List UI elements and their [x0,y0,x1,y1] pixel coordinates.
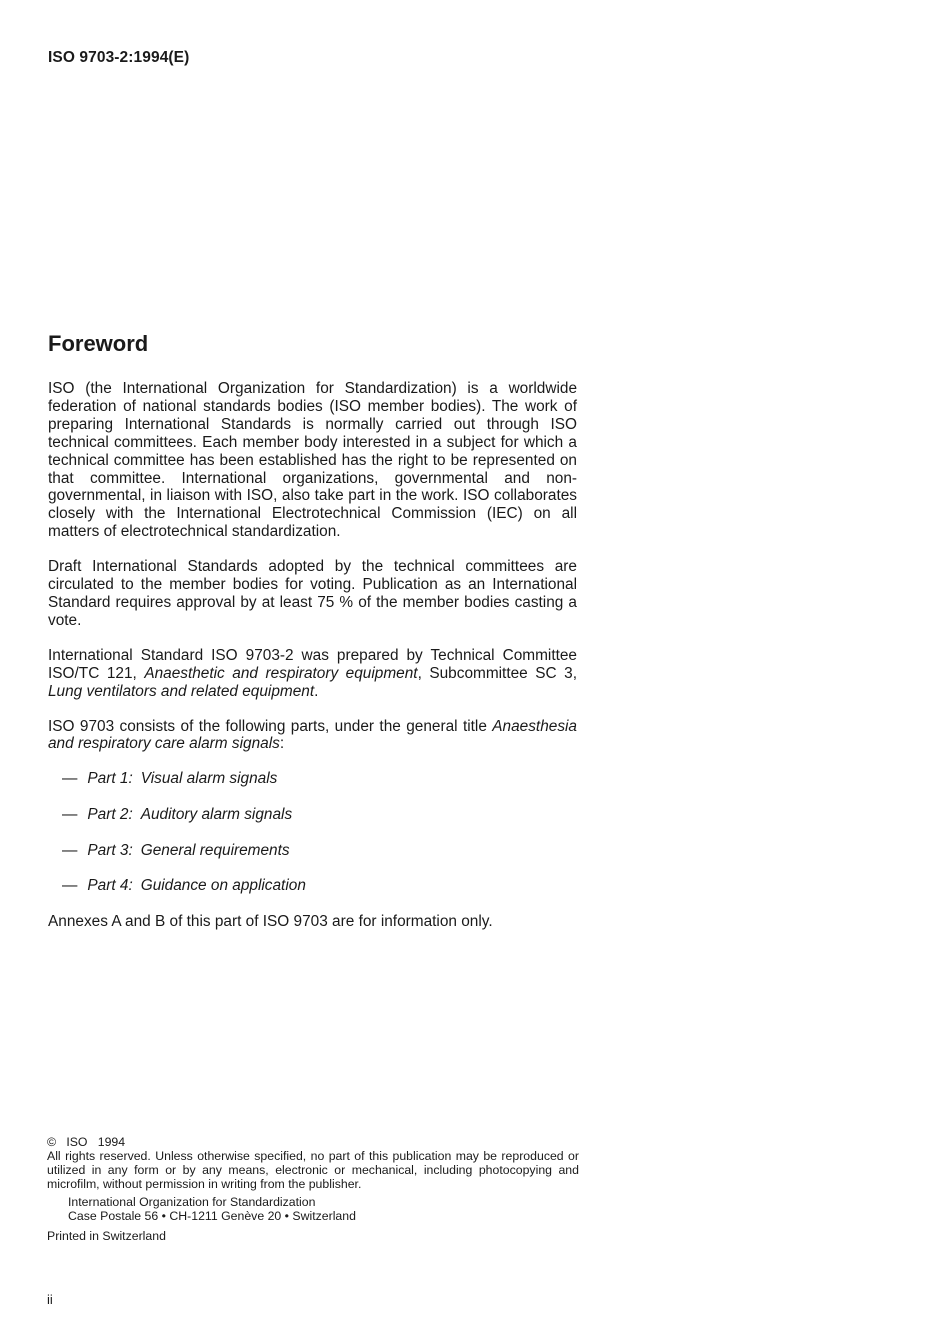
page-number: ii [47,1292,53,1307]
printed-location: Printed in Switzerland [47,1229,166,1243]
preparation-text-3: . [314,682,319,700]
parts-list [48,770,577,895]
list-item [62,842,577,860]
copyright-line [47,1135,579,1149]
committee-title: Anaesthetic and respiratory equipment [144,664,418,682]
part-title: Auditory alarm signals [140,806,293,824]
list-item [62,806,577,824]
part-number: Part 1: [87,770,133,788]
parts-intro-colon: : [279,735,285,753]
list-dash: — [62,877,78,895]
copyright-symbol: © [47,1135,57,1149]
part-number: Part 3: [87,841,133,859]
foreword-body [48,380,577,931]
rights-statement: All rights reserved. Unless otherwise specified, no part of this publication may be reproduced or utilized in any form or by any means, electronic or mechanical, including photocopying and microfilm, without permission in writing from the publisher. [47,1149,579,1191]
preparation-text-1: International Standard ISO 9703-2 was prepared by Technical Committee ISO/TC 121, [48,646,577,682]
preparation-text-2: , Subcommittee SC 3, [417,664,577,682]
list-dash: — [62,806,78,824]
list-item [62,877,577,895]
copyright-year: 1994 [97,1135,126,1149]
document-identifier: ISO 9703-2:1994(E) [48,49,190,66]
paragraph-iso-description: ISO (the International Organization for Standardization) is a worldwide federation of national standards bodies (ISO member bodies). The work of preparing International Standards is normally carried out through ISO technical committees. Each member body interested in a subject for which a technical committee has been established has the right to be represented on that committee. International organizations, governmental and non-governmental, in liaison with ISO, also take part in the work. ISO collaborates closely with the International Electrotechnical Commission (IEC) on all matters of electrotechnical standardization. [48,380,577,541]
list-dash: — [62,770,78,788]
annex-note: Annexes A and B of this part of ISO 9703 are for information only. [48,913,493,931]
publisher-name: International Organization for Standardization [68,1195,316,1209]
paragraph-preparation [48,647,577,701]
paragraph-draft-standards: Draft International Standards adopted by the technical committees are circulated to the member bodies for voting. Publication as an International Standard requires approval by at least 75 % of the member bodies casting a vote. [48,558,577,629]
part-title: General requirements [140,841,290,859]
list-dash: — [62,841,78,859]
part-title: Visual alarm signals [140,770,278,788]
part-number: Part 4: [87,877,133,895]
list-item [62,770,577,788]
foreword-heading: Foreword [48,331,149,356]
parts-intro-text: ISO 9703 consists of the following parts, under the general title [48,717,493,735]
part-title: Guidance on application [140,877,306,895]
copyright-holder: ISO [66,1135,88,1149]
paragraph-parts-intro [48,718,577,754]
part-number: Part 2: [87,806,133,824]
publisher-address: Case Postale 56 • CH-1211 Genève 20 • Switzerland [68,1209,356,1223]
general-title: Anaesthesia and respiratory care alarm signals [48,717,577,753]
copyright-block [47,1135,579,1243]
subcommittee-title: Lung ventilators and related equipment [48,682,315,700]
